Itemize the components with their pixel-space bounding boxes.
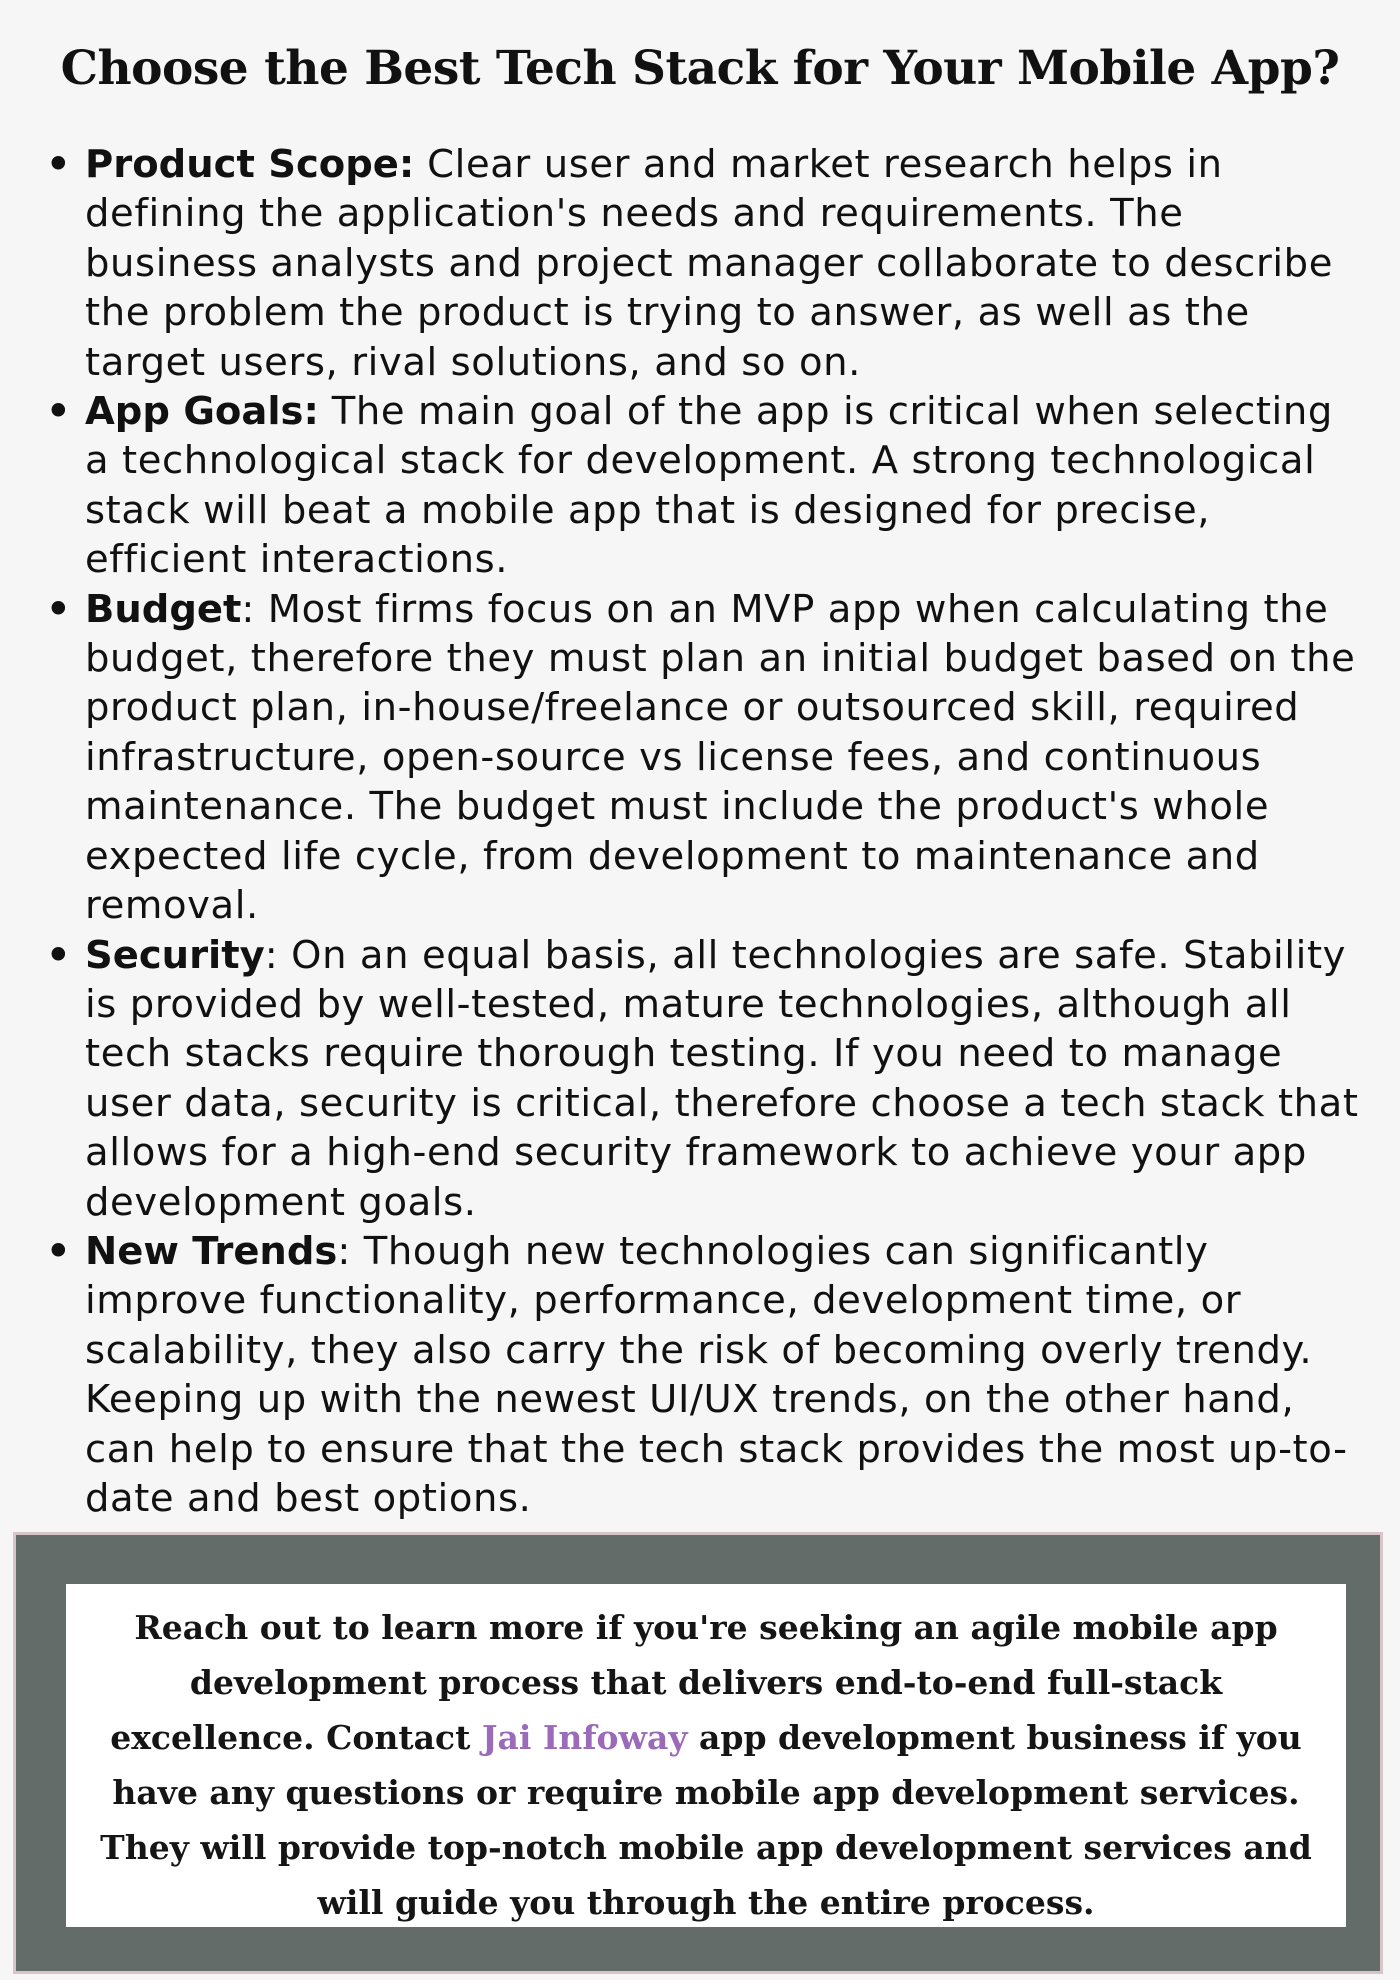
point-text: Clear user and market research helps in defining the application's needs and requirements. The business analysts and project manager collaborate to describe the problem the product is trying to answer, as well as the target users, rival solutions, and so on. [85,142,1333,385]
list-item-new-trends [0,1227,1400,1523]
bullet-icon: • [46,389,72,435]
point-term: Budget [85,586,242,632]
point-term: Security [85,932,265,978]
page-title: Choose the Best Tech Stack for Your Mobile App? [60,41,1340,96]
bullet-icon: • [46,1228,72,1274]
point-term: Product Scope: [85,142,415,187]
point-term: App Goals: [85,389,319,435]
company-link[interactable]: Jai Infoway [481,1718,688,1757]
cta-box [66,1584,1346,1927]
bullet-icon: • [46,932,72,978]
point-text: : Most firms focus on an MVP app when calculating the budget, therefore they must plan an initial budget based on the product plan, in-house/freelance or outsourced skill, required infrastructure, open-source vs license fees, and continuous maintenance. The budget must include the product's whole expected life cycle, from development to maintenance and removal. [85,586,1356,929]
cta-intro-text: Reach out to learn more if you're seeking an agile mobile app development process that delivers end-to-end full-stack excellence. Contact [110,1608,1278,1757]
point-text: The main goal of the app is critical when selecting a technological stack for development. A strong technological stack will beat a mobile app that is designed for precise, efficient interactions. [85,389,1333,583]
bullet-icon: • [46,586,72,632]
list-item-product-scope [0,140,1400,387]
bullet-icon: • [46,142,72,187]
list-item-app-goals [0,387,1400,585]
list-item-budget [0,585,1400,931]
tech-stack-points-list [0,140,1400,1523]
point-text: : On an equal basis, all technologies are safe. Stability is provided by well-tested, mature technologies, although all tech stacks require thorough testing. If you need to manage user data, security is critical, therefore choose a tech stack that allows for a high-end security framework to achieve your app development goals. [85,932,1359,1225]
point-term: New Trends [85,1228,338,1274]
point-text: : Though new technologies can significantly improve functionality, performance, development time, or scalability, they also carry the risk of becoming overly trendy. Keeping up with the newest UI/UX trends, on the other hand, can help to ensure that the tech stack provides the most up-to-date and best options. [85,1228,1348,1521]
list-item-security [0,931,1400,1227]
cta-outro-text: app development business if you have any questions or require mobile app development services. They will provide top-notch mobile app development services and will guide you through the entire process. [100,1718,1312,1922]
